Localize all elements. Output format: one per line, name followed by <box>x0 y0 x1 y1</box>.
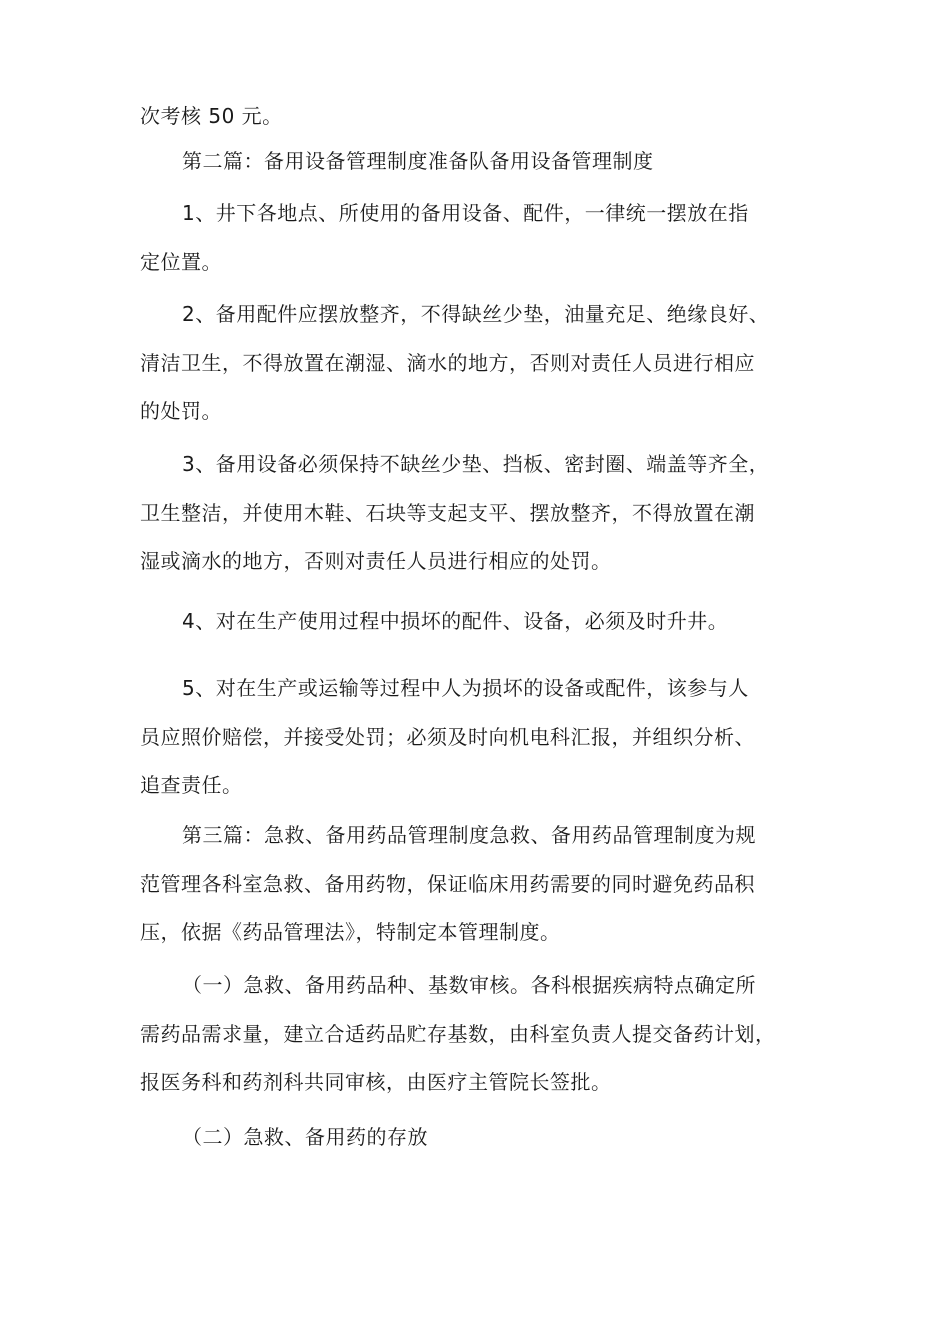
paragraph-item-5 <box>140 664 830 810</box>
text-line: 需药品需求量，建立合适药品贮存基数，由科室负责人提交备药计划， <box>140 1021 776 1046</box>
paragraph-item-4 <box>140 597 830 646</box>
paragraph-continuation <box>140 92 830 141</box>
text-line: 报医务科和药剂科共同审核，由医疗主管院长签批。 <box>140 1070 612 1094</box>
paragraph-section-two <box>140 1113 830 1162</box>
paragraph-part-three <box>140 811 830 957</box>
text-line: 5、对在生产或运输等过程中人为损坏的设备或配件，该参与人 <box>182 676 749 700</box>
text-line: 4、对在生产使用过程中损坏的配件、设备，必须及时升井。 <box>182 609 729 633</box>
text-line: 次考核 50 元。 <box>140 104 283 128</box>
text-line: 3、备用设备必须保持不缺丝少垫、挡板、密封圈、端盖等齐全， <box>182 452 770 476</box>
text-line: 定位置。 <box>140 249 222 274</box>
text-line: 清洁卫生，不得放置在潮湿、滴水的地方，否则对责任人员进行相应 <box>140 350 755 375</box>
paragraph-item-2 <box>140 290 830 436</box>
paragraph-item-3 <box>140 440 830 586</box>
text-line: 第二篇：备用设备管理制度准备队备用设备管理制度 <box>182 149 654 173</box>
text-line: 压，依据《药品管理法》，特制定本管理制度。 <box>140 920 561 944</box>
text-line: 追查责任。 <box>140 773 243 797</box>
paragraph-section-one <box>140 961 830 1107</box>
text-line: 1、井下各地点、所使用的备用设备、配件，一律统一摆放在指 <box>182 201 749 225</box>
text-line: 的处罚。 <box>140 399 222 423</box>
text-line: （一）急救、备用药品种、基数审核。各科根据疾病特点确定所 <box>182 973 756 997</box>
paragraph-part-two-title <box>140 137 830 186</box>
paragraph-item-1 <box>140 189 830 286</box>
text-line: 员应照价赔偿，并接受处罚；必须及时向机电科汇报，并组织分析、 <box>140 724 755 749</box>
text-line: 卫生整洁，并使用木鞋、石块等支起支平、摆放整齐，不得放置在潮 <box>140 500 755 525</box>
text-line: 2、备用配件应摆放整齐，不得缺丝少垫，油量充足、绝缘良好、 <box>182 302 770 326</box>
text-line: 湿或滴水的地方，否则对责任人员进行相应的处罚。 <box>140 549 612 573</box>
text-line: 范管理各科室急救、备用药物，保证临床用药需要的同时避免药品积 <box>140 871 755 896</box>
text-line: 第三篇：急救、备用药品管理制度急救、备用药品管理制度为规 <box>182 823 756 847</box>
text-line: （二）急救、备用药的存放 <box>182 1125 428 1149</box>
